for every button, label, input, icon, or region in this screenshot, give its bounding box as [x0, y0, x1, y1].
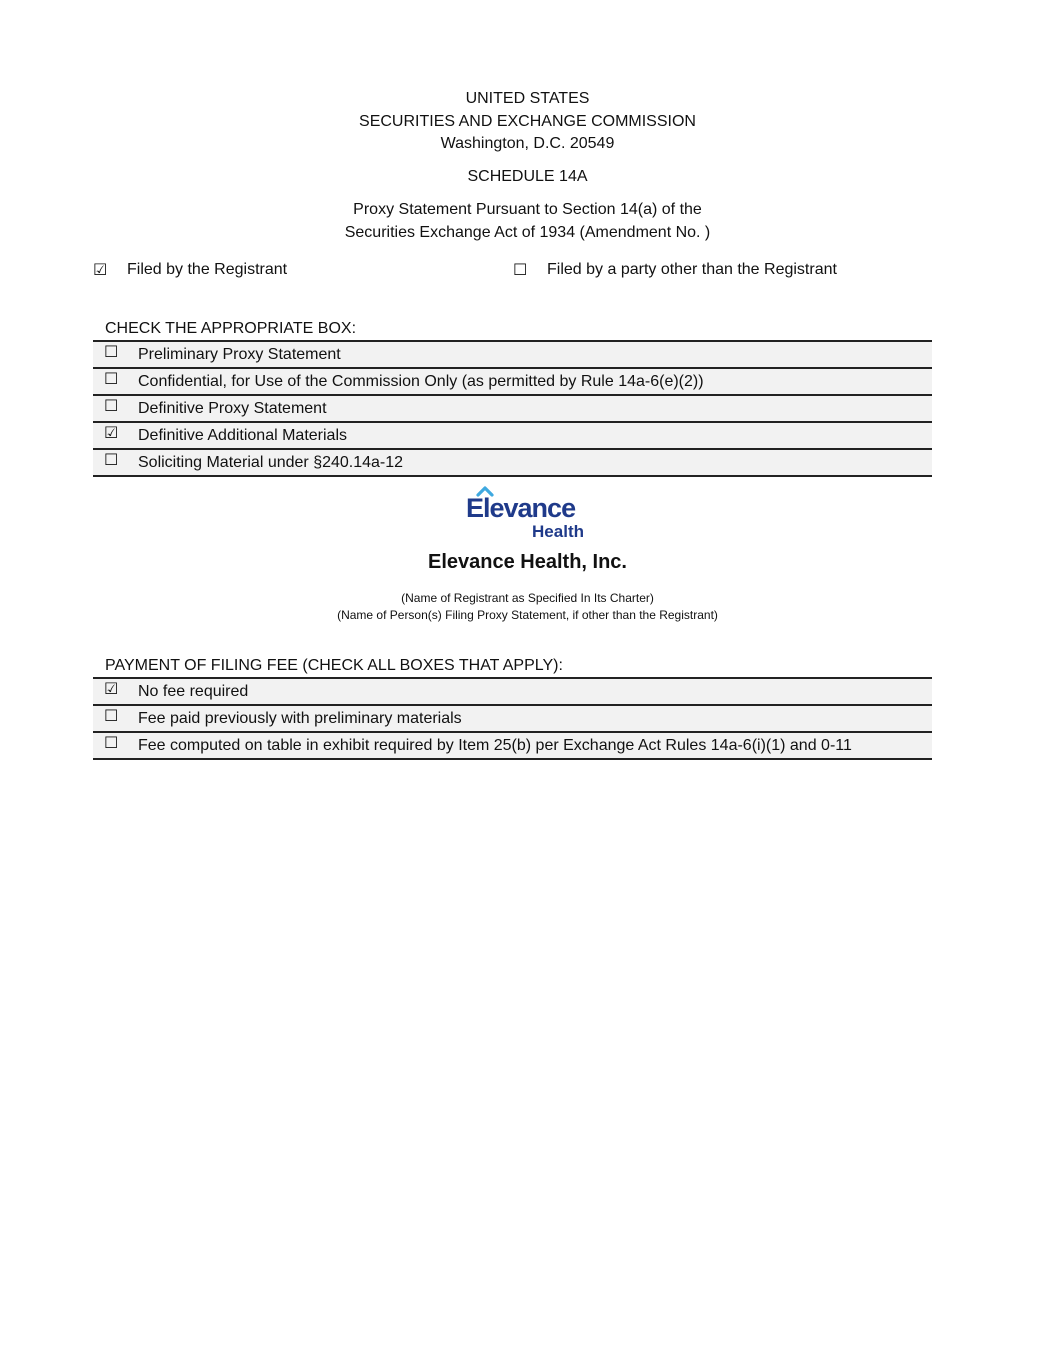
checkbox-icon: ☑ — [104, 680, 119, 698]
filer-registrant — [93, 260, 287, 280]
logo-wordmark-elevance: Elevance — [466, 493, 576, 523]
check-appropriate-box-section — [93, 318, 932, 477]
checkbox-icon: ☑ — [104, 424, 119, 442]
checkbox-icon: ☑ — [93, 262, 108, 279]
checkbox-icon: ☐ — [104, 343, 119, 361]
elevance-health-logo — [465, 484, 590, 540]
checkbox-icon: ☐ — [513, 262, 528, 279]
filer-registrant-label: Filed by the Registrant — [127, 261, 288, 278]
schedule-title: SCHEDULE 14A — [467, 167, 588, 185]
list-item-label: Definitive Proxy Statement — [138, 399, 327, 417]
list-item-label: No fee required — [138, 682, 249, 700]
list-item-label: Fee computed on table in exhibit required by Item 25(b) per Exchange Act Rules 14a-6(i)(1) and 0-11 — [138, 736, 852, 754]
payment-list — [93, 677, 932, 760]
list-item — [93, 450, 932, 477]
list-item — [93, 369, 932, 396]
filer-other-party — [513, 260, 837, 280]
document-header — [0, 88, 1055, 244]
section-title: CHECK THE APPROPRIATE BOX: — [105, 320, 357, 337]
list-item-label: Fee paid previously with preliminary materials — [138, 709, 462, 727]
registrant-note-filer: (Name of Person(s) Filing Proxy Statement, if other than the Registrant) — [337, 608, 718, 622]
registrant-notes — [0, 590, 1055, 624]
header-line-country: UNITED STATES — [465, 90, 590, 107]
checkbox-icon: ☐ — [104, 397, 119, 415]
filer-options — [0, 260, 1055, 284]
registrant-note-charter: (Name of Registrant as Specified In Its Charter) — [401, 591, 654, 605]
list-item — [93, 679, 932, 706]
checkbox-icon: ☐ — [104, 707, 119, 725]
filer-other-party-label: Filed by a party other than the Registrant — [547, 261, 837, 278]
registrant-name: Elevance Health, Inc. — [428, 551, 627, 573]
list-item-label: Confidential, for Use of the Commission Only (as permitted by Rule 14a-6(e)(2)) — [138, 372, 704, 390]
checkbox-icon: ☐ — [104, 370, 119, 388]
proxy-line-2: Securities Exchange Act of 1934 (Amendment No. ) — [344, 223, 711, 241]
list-item-label: Definitive Additional Materials — [138, 426, 347, 444]
list-item — [93, 423, 932, 450]
check-box-list — [93, 340, 932, 477]
list-item — [93, 733, 932, 760]
list-item-label: Preliminary Proxy Statement — [138, 345, 341, 363]
list-item — [93, 342, 932, 369]
section-title: PAYMENT OF FILING FEE (CHECK ALL BOXES THAT APPLY): — [105, 657, 563, 674]
list-item — [93, 706, 932, 733]
checkbox-icon: ☐ — [104, 451, 119, 469]
checkbox-icon: ☐ — [104, 734, 119, 752]
payment-of-filing-fee-section — [93, 655, 932, 760]
list-item — [93, 396, 932, 423]
logo-wordmark-health: Health — [532, 522, 584, 540]
header-line-address: Washington, D.C. 20549 — [440, 135, 615, 152]
proxy-line-1: Proxy Statement Pursuant to Section 14(a) of the — [353, 201, 702, 218]
header-line-commission: SECURITIES AND EXCHANGE COMMISSION — [359, 112, 696, 130]
list-item-label: Soliciting Material under §240.14a-12 — [138, 453, 404, 471]
